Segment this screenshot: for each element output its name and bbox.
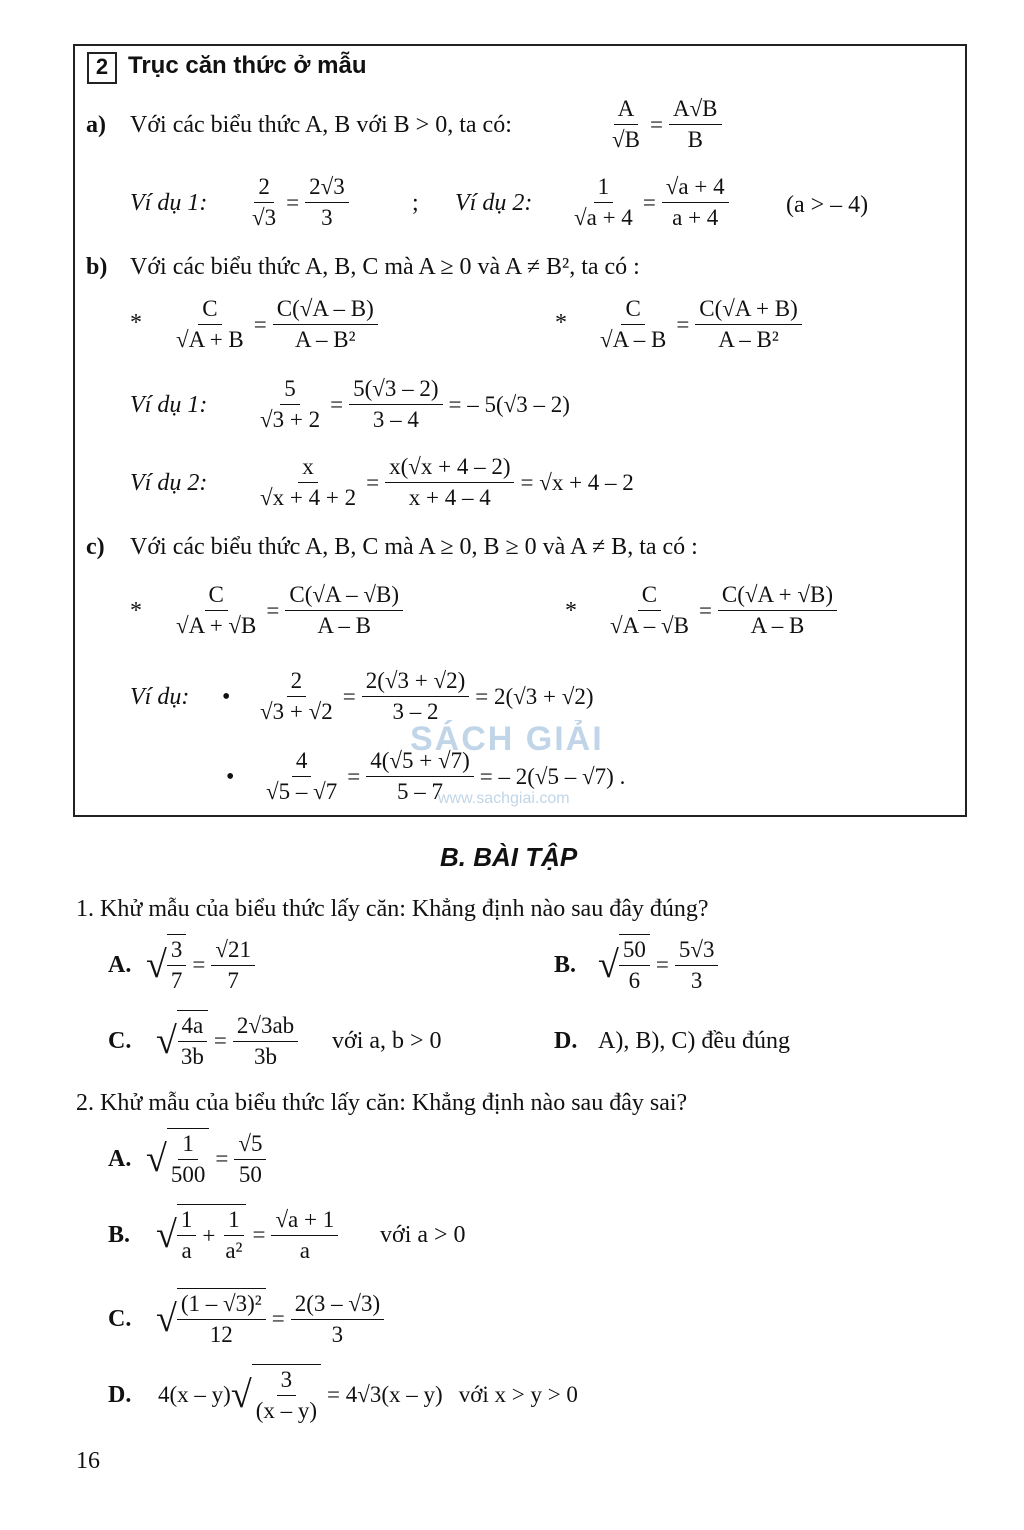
frac-num: A√B: [669, 94, 722, 125]
q1-option-d-label: D.: [554, 1028, 578, 1054]
frac-num: 2√3ab: [233, 1011, 298, 1042]
bullet-star: *: [555, 310, 567, 336]
part-b-example1: $\frac{5}{√3 + 2}$ = $\frac{5(√3 - 2)}{3 - 4}$ = – 5(√3 – 2): [256, 374, 576, 435]
frac-den: 3b: [254, 1043, 278, 1069]
part-b-formula2: $\frac{C}{√A - B}$ = $\frac{C(√A + B)}{\text{A – B²}}$: [596, 294, 802, 355]
frac-num: 5: [280, 374, 300, 405]
result: = – 2(√5 – √7) .: [479, 763, 626, 789]
frac-den: 6: [628, 968, 641, 993]
separator: ;: [412, 190, 419, 216]
part-b-label: b): [86, 254, 108, 280]
part-a-example2: $\frac{1}{√a + 4}$ = $\frac{√a + 4}{a + 4}$: [570, 172, 729, 233]
page-number: 16: [76, 1448, 100, 1474]
frac-num: C: [205, 580, 228, 611]
frac-num: √5: [234, 1129, 266, 1160]
part-a-formula: $\frac{A}{√B}$ = $\frac{A√B}{B}$: [608, 94, 722, 155]
frac-den: B: [687, 127, 703, 152]
part-c-formula1: $\frac{C}{√A + √B}$ = $\frac{C(√A - √B)}{A - B}$: [172, 580, 403, 641]
result: = – 5(√3 – 2): [448, 391, 570, 417]
question-2: 2. Khử mẫu của biểu thức lấy căn: Khẳng định nào sau đây sai?: [76, 1090, 688, 1116]
frac-num: A: [614, 94, 639, 125]
frac-num: 3: [277, 1365, 297, 1396]
part-a-example1-label: Ví dụ 1:: [130, 190, 208, 216]
q1-option-c-condition: với a, b > 0: [332, 1028, 442, 1054]
frac-num: C(√A – B): [273, 294, 378, 325]
frac-num: √a + 4: [662, 172, 729, 203]
frac-den: √5 – √7: [266, 779, 338, 804]
part-c-example2: $\frac{4}{√5 - √7}$ = $\frac{4(√5 + √7)}{5 - 7}$ = – 2(√5 – √7) .: [262, 746, 631, 807]
frac-num: 1: [224, 1205, 244, 1236]
part-a-example2-label: Ví dụ 2:: [455, 190, 533, 216]
bullet-star: *: [130, 310, 142, 336]
frac-den: √3 + √2: [260, 699, 333, 724]
part-c-formula2: $\frac{C}{√A - √B}$ = $\frac{C(√A + √B)}{A - B}$: [606, 580, 837, 641]
q1-option-c: √ $\frac{4a}{3b}$ = $\frac{2√3ab}{3b}$: [156, 1010, 298, 1072]
frac-den: √A – B: [600, 327, 667, 352]
frac-den: 3: [331, 1321, 344, 1347]
watermark-logo: [410, 720, 620, 810]
frac-num: C: [621, 294, 644, 325]
question-1: 1. Khử mẫu của biểu thức lấy căn: Khẳng định nào sau đây đúng?: [76, 896, 709, 922]
part-b-example1-label: Ví dụ 1:: [130, 392, 208, 418]
frac-num: 2: [254, 172, 274, 203]
frac-num: C(√A – √B): [285, 580, 403, 611]
frac-den: √A + B: [176, 327, 244, 352]
part-b-text: Với các biểu thức A, B, C mà A ≥ 0 và A ≠ B², ta có :: [130, 254, 640, 280]
frac-den: 5 – 7: [397, 779, 443, 804]
q1-option-c-label: C.: [108, 1028, 132, 1054]
q1-option-a: √ $\frac{3}{7}$ = $\frac{√21}{7}$: [146, 934, 255, 996]
frac-den: a²: [225, 1238, 243, 1263]
frac-den: 7: [170, 968, 183, 993]
frac-den: x + 4 – 4: [408, 485, 491, 510]
frac-den: 12: [209, 1322, 233, 1347]
frac-den: A – B: [317, 613, 372, 638]
frac-num: 4a: [178, 1011, 208, 1042]
frac-num: 5√3: [675, 935, 719, 966]
frac-num: 1: [177, 1205, 197, 1236]
frac-num: 3: [167, 935, 187, 966]
result: = √x + 4 – 2: [520, 469, 634, 495]
bullet-dot: •: [222, 684, 231, 710]
q2-option-c-label: C.: [108, 1306, 132, 1332]
frac-den: a: [299, 1237, 310, 1263]
watermark-brand: SÁCH GIẢI: [410, 720, 604, 758]
part-a-example1: $\frac{2}{√3}$ = $\frac{2√3}{3}$: [248, 172, 349, 233]
watermark-url: www.sachgiai.com: [438, 790, 570, 807]
frac-num: 50: [619, 935, 650, 966]
frac-num: 5(√3 – 2): [349, 374, 442, 405]
bullet-dot: •: [226, 764, 235, 790]
part-c-label: c): [86, 534, 105, 560]
frac-den: 3 – 2: [392, 699, 439, 724]
result: = 4√3(x – y): [327, 1382, 443, 1407]
part-b-example2: $\frac{x}{√x + 4 + 2}$ = $\frac{x(√x + 4 - 2)}{x + 4 - 4}$ = √x + 4 – 2: [256, 452, 640, 513]
frac-num: x: [298, 452, 318, 483]
q1-option-b: √ $\frac{50}{6}$ = $\frac{5√3}{3}$: [598, 934, 718, 996]
frac-den: 500: [170, 1162, 206, 1187]
part-c-example1: $\frac{2}{√3 + √2}$ = $\frac{2(√3 + √2)}{3 - 2}$ = 2(√3 + √2): [256, 666, 600, 727]
bullet-star: *: [565, 598, 577, 624]
frac-num: 1: [178, 1129, 198, 1160]
frac-num: C: [638, 580, 661, 611]
frac-num: √21: [211, 935, 255, 966]
frac-den: 3: [690, 967, 703, 993]
part-c-text: Với các biểu thức A, B, C mà A ≥ 0, B ≥ 0 và A ≠ B, ta có :: [130, 534, 698, 560]
frac-den: √B: [612, 127, 640, 152]
frac-num: 2√3: [305, 172, 349, 203]
frac-den: A – B²: [294, 327, 356, 352]
part-a-label: a): [86, 112, 106, 138]
frac-den: a + 4: [672, 205, 719, 230]
frac-den: 3: [321, 205, 333, 230]
section-number: 2: [87, 52, 117, 84]
plus-sign: +: [202, 1222, 216, 1248]
frac-den: 3 – 4: [372, 407, 419, 432]
q2-option-b: √ $\frac{1}{a}$ + $\frac{1}{\text{a²}}$ = $\frac{√a + 1}{a}$: [156, 1204, 338, 1266]
frac-den: 3b: [180, 1044, 204, 1069]
frac-num: (1 – √3)²: [177, 1289, 266, 1320]
frac-den: 50: [238, 1161, 262, 1187]
frac-den: A – B²: [718, 327, 779, 352]
exercises-heading: B. BÀI TẬP: [440, 842, 578, 872]
frac-den: a: [181, 1238, 192, 1263]
q2-option-c: √ $\frac{\text{(1 – √3)²}}{12}$ = $\frac{2(3 - √3)}{3}$: [156, 1288, 384, 1350]
q2-option-d: 4(x – y) √ $\frac{3}{(x - y)}$ = 4√3(x – y) với x > y > 0: [158, 1364, 578, 1426]
part-b-formula1: $\frac{C}{√A + B}$ = $\frac{C(√A - B)}{\text{A – B²}}$: [172, 294, 378, 355]
frac-den: √x + 4 + 2: [260, 485, 357, 510]
bullet-star: *: [130, 598, 142, 624]
frac-den: A – B: [750, 613, 805, 638]
frac-num: x(√x + 4 – 2): [385, 452, 514, 483]
q2-option-b-condition: với a > 0: [380, 1222, 466, 1248]
frac-den: √A + √B: [176, 613, 257, 638]
q2-option-a: √ $\frac{1}{500}$ = $\frac{√5}{50}$: [146, 1128, 266, 1190]
frac-num: C(√A + B): [695, 294, 801, 325]
part-b-example2-label: Ví dụ 2:: [130, 470, 208, 496]
section-title: Trục căn thức ở mẫu: [128, 52, 367, 79]
frac-num: C(√A + √B): [718, 580, 837, 611]
frac-num: 4: [292, 746, 312, 777]
q1-option-d: A), B), C) đều đúng: [598, 1028, 790, 1054]
q1-option-a-label: A.: [108, 952, 132, 978]
frac-den: √A – √B: [610, 613, 689, 638]
q2-option-d-label: D.: [108, 1382, 132, 1408]
frac-den: √3 + 2: [260, 407, 321, 432]
coefficient: 4(x – y): [158, 1382, 231, 1407]
part-a-example2-condition: (a > – 4): [786, 192, 869, 218]
frac-num: 2(3 – √3): [291, 1289, 384, 1320]
frac-den: 7: [227, 967, 239, 993]
frac-den: (x – y): [255, 1398, 318, 1423]
frac-den: √3: [252, 205, 277, 230]
q2-option-a-label: A.: [108, 1146, 132, 1172]
frac-num: 1: [594, 172, 614, 203]
q2-option-d-condition: với x > y > 0: [458, 1382, 578, 1407]
q2-option-b-label: B.: [108, 1222, 131, 1248]
part-a-text: Với các biểu thức A, B với B > 0, ta có:: [130, 112, 512, 138]
frac-num: 2(√3 + √2): [362, 666, 470, 697]
frac-num: √a + 1: [271, 1205, 338, 1236]
frac-den: √a + 4: [574, 205, 633, 230]
result: = 2(√3 + √2): [475, 683, 594, 709]
frac-num: C: [198, 294, 221, 325]
part-c-example-label: Ví dụ:: [130, 684, 190, 710]
frac-num: 2: [287, 666, 307, 697]
frac-num: 4(√5 + √7): [366, 746, 474, 777]
q1-option-b-label: B.: [554, 952, 577, 978]
